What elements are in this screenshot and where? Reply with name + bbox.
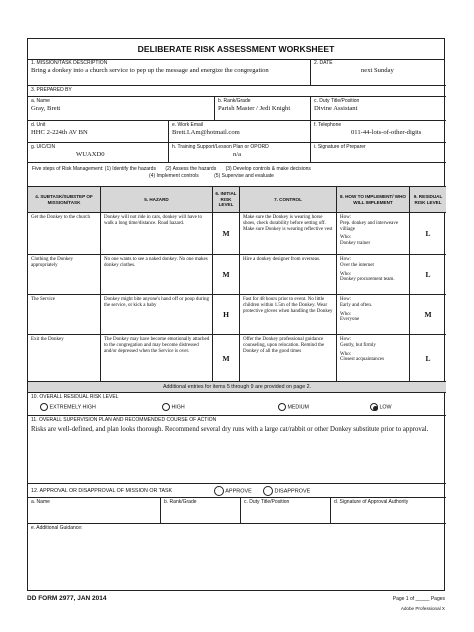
- step-4-text: (4) Implement controls: [149, 173, 199, 180]
- five-steps-text: Five steps of Risk Management: (1) Identify the hazards: [32, 166, 156, 172]
- row2-implement[interactable]: [336, 254, 409, 294]
- row1-initial-risk[interactable]: M: [212, 212, 239, 254]
- row1-who: Donkey trainer: [340, 241, 371, 247]
- row3-control[interactable]: Fast for 48 hours prior to event. No little children within 1.5m of the Donkey. Wear protective gloves when handling the Donkey: [239, 294, 336, 334]
- additional-guidance-label[interactable]: e. Additional Guidance:: [31, 525, 83, 531]
- disapprove-label: DISAPPROVE: [274, 488, 311, 495]
- risk-option-low[interactable]: [370, 403, 392, 411]
- row1-control[interactable]: Make sure the Donkey is wearing horse shoes, check durability before setting off. Make sure Donkey is wearing reflective vest: [239, 212, 336, 254]
- risk-option-label: LOW: [379, 404, 392, 411]
- row4-subtask[interactable]: Exit the Donkey: [28, 334, 100, 381]
- training-label: h. Training Support/Lesson Plan or OPORD: [172, 144, 269, 150]
- row3-residual-risk[interactable]: M: [409, 294, 446, 334]
- row2-residual-risk[interactable]: L: [409, 254, 446, 294]
- header-implement: 8. HOW TO IMPLEMENT/ WHO WILL IMPLEMENT: [336, 186, 409, 212]
- row3-implement[interactable]: [336, 294, 409, 334]
- header-subtask: 4. SUBTASK/SUBSTEP OF MISSION/TASK: [28, 186, 100, 212]
- row1-how: Prep. donkey and interweave villiage: [340, 220, 399, 232]
- step-5-text: (5) Supervise and evaluate: [214, 173, 274, 180]
- row3-who-label: Who:: [340, 311, 352, 317]
- row1-implement[interactable]: [336, 212, 409, 254]
- radio-approve[interactable]: [214, 486, 224, 496]
- header-initial-risk: 6. INITIAL RISK LEVEL: [212, 186, 239, 212]
- radio-extremely-high[interactable]: [40, 403, 48, 411]
- row4-how: Gently, but firmly: [340, 342, 376, 348]
- row4-implement[interactable]: [336, 334, 409, 381]
- approve-label: APPROVE: [225, 488, 252, 495]
- uic-field[interactable]: WUAXD0: [76, 151, 105, 158]
- row4-how-label: How:: [340, 337, 352, 342]
- page-count: Page 1 of _____ Pages: [392, 596, 445, 602]
- form-id: DD FORM 2977, JAN 2014: [27, 595, 107, 602]
- approve-option[interactable]: [214, 486, 252, 496]
- row4-residual-risk[interactable]: L: [409, 334, 446, 381]
- approver-name-label: a. Name: [31, 499, 50, 505]
- phone-field[interactable]: 011-44-lots-of-other-digits: [351, 129, 422, 136]
- additional-entries-note: Additional entries for items 5 through 9 are provided on page 2.: [28, 381, 446, 392]
- risk-option-high[interactable]: [162, 403, 185, 411]
- risk-option-label: HIGH: [171, 404, 185, 411]
- radio-high[interactable]: [162, 403, 170, 411]
- approval-label: 12. APPROVAL OR DISAPPROVAL OF MISSION OR TASK: [31, 488, 173, 494]
- row1-hazard[interactable]: Donkey will not ride in cars, donkey will have to walk a long time/distance. Road hazard.: [100, 212, 212, 254]
- duty-label: c. Duty Title/Position: [314, 98, 360, 104]
- header-control: 7. CONTROL: [239, 186, 336, 212]
- step-3-text: (3) Develop controls & make decisions: [225, 166, 311, 172]
- row2-subtask[interactable]: Clothing the Donkey appropriately: [28, 254, 100, 294]
- row1-residual-risk[interactable]: L: [409, 212, 446, 254]
- email-label: e. Work Email: [172, 122, 204, 128]
- row2-initial-risk[interactable]: M: [212, 254, 239, 294]
- radio-low[interactable]: [370, 403, 378, 411]
- row1-how-label: How:: [340, 215, 352, 220]
- risk-assessment-form: [27, 38, 445, 591]
- email-field[interactable]: Brett.I.Am@hotmail.com: [172, 129, 240, 136]
- row3-initial-risk[interactable]: H: [212, 294, 239, 334]
- mission-label: 1. MISSION/TASK DESCRIPTION: [31, 60, 108, 66]
- supervision-label: 11. OVERALL SUPERVISION PLAN AND RECOMMENDED COURSE OF ACTION: [31, 417, 217, 423]
- row4-hazard[interactable]: The Donkey may have become emotionally attached to the congregation and may become distressed and/or depressed when the Service is over.: [100, 334, 212, 381]
- row4-who: Closest acquaintances: [340, 357, 385, 363]
- name-field[interactable]: Gray, Brett: [31, 105, 61, 112]
- step-2-text: (2) Assess the hazards: [165, 166, 217, 172]
- row2-how-label: How:: [340, 257, 352, 262]
- disapprove-option[interactable]: [263, 486, 310, 496]
- approver-duty-label: c. Duty Title/Position: [244, 499, 290, 505]
- overall-risk-label: 10. OVERALL RESIDUAL RISK LEVEL: [31, 394, 119, 400]
- form-title: DELIBERATE RISK ASSESSMENT WORKSHEET: [28, 39, 444, 60]
- row2-hazard[interactable]: No one wants to see a naked donkey. No one makes donkey clothes.: [100, 254, 212, 294]
- row1-subtask[interactable]: Get the Donkey to the church: [28, 212, 100, 254]
- supervision-text[interactable]: Risks are well-defined, and plan looks thorough. Recommend several dry runs with a large cat/rabbit or other Donkey substitute prior to approval.: [31, 426, 429, 433]
- duty-field[interactable]: Divine Assistant: [314, 105, 358, 112]
- rank-field[interactable]: Parish Master / Jedi Knight: [218, 105, 291, 112]
- name-label: a. Name: [31, 98, 50, 104]
- header-hazard: 5. HAZARD: [100, 186, 212, 212]
- uic-label: g. UIC/CIN: [31, 144, 56, 150]
- row3-subtask[interactable]: The Service: [28, 294, 100, 334]
- row1-who-label: Who:: [340, 235, 352, 241]
- phone-label: f. Telephone: [314, 122, 342, 128]
- date-label: 2. DATE: [314, 60, 333, 66]
- row3-hazard[interactable]: Donkey might bite anyone's hand off or poop during the service, or kick a baby: [100, 294, 212, 334]
- row4-who-label: Who:: [340, 351, 352, 357]
- row3-how: Early and often.: [340, 302, 373, 308]
- prepared-by-label: 3. PREPARED BY: [31, 87, 72, 93]
- risk-option-extremely-high[interactable]: [40, 403, 96, 411]
- row2-who-label: Who:: [340, 271, 352, 277]
- risk-option-medium[interactable]: [278, 403, 309, 411]
- row4-initial-risk[interactable]: M: [212, 334, 239, 381]
- risk-option-label: EXTREMELY HIGH: [49, 404, 96, 411]
- unit-field[interactable]: HHC 2-224th AV BN: [31, 129, 88, 136]
- mission-field[interactable]: Bring a donkey into a church service to pep up the message and energize the congregation: [31, 67, 269, 74]
- row2-who: Donkey procurement team.: [340, 277, 395, 283]
- unit-label: d. Unit: [31, 122, 46, 128]
- radio-disapprove[interactable]: [263, 486, 273, 496]
- date-field[interactable]: next Sunday: [361, 67, 394, 74]
- row2-how: Over the internet: [340, 262, 374, 268]
- radio-medium[interactable]: [278, 403, 286, 411]
- preparer-signature-label: i. Signature of Preparer: [314, 144, 366, 150]
- row3-how-label: How:: [340, 297, 352, 302]
- row4-control[interactable]: Offer the Donkey professional guidance counseling, upon relocation. Remind the Donkey of all the good times: [239, 334, 336, 381]
- risk-option-label: MEDIUM: [287, 404, 309, 411]
- rank-label: b. Rank/Grade: [218, 98, 251, 104]
- training-field[interactable]: n/a: [233, 151, 242, 158]
- row2-control[interactable]: Hire a donkey designer from overseas.: [239, 254, 336, 294]
- row3-who: Everyone: [340, 317, 360, 323]
- software-note: Adobe Professional X: [400, 606, 445, 611]
- approver-rank-label: b. Rank/Grade: [164, 499, 197, 505]
- approval-signature-label: d. Signature of Approval Authority: [334, 499, 409, 505]
- header-residual-risk: 9. RESIDUAL RISK LEVEL: [409, 186, 446, 212]
